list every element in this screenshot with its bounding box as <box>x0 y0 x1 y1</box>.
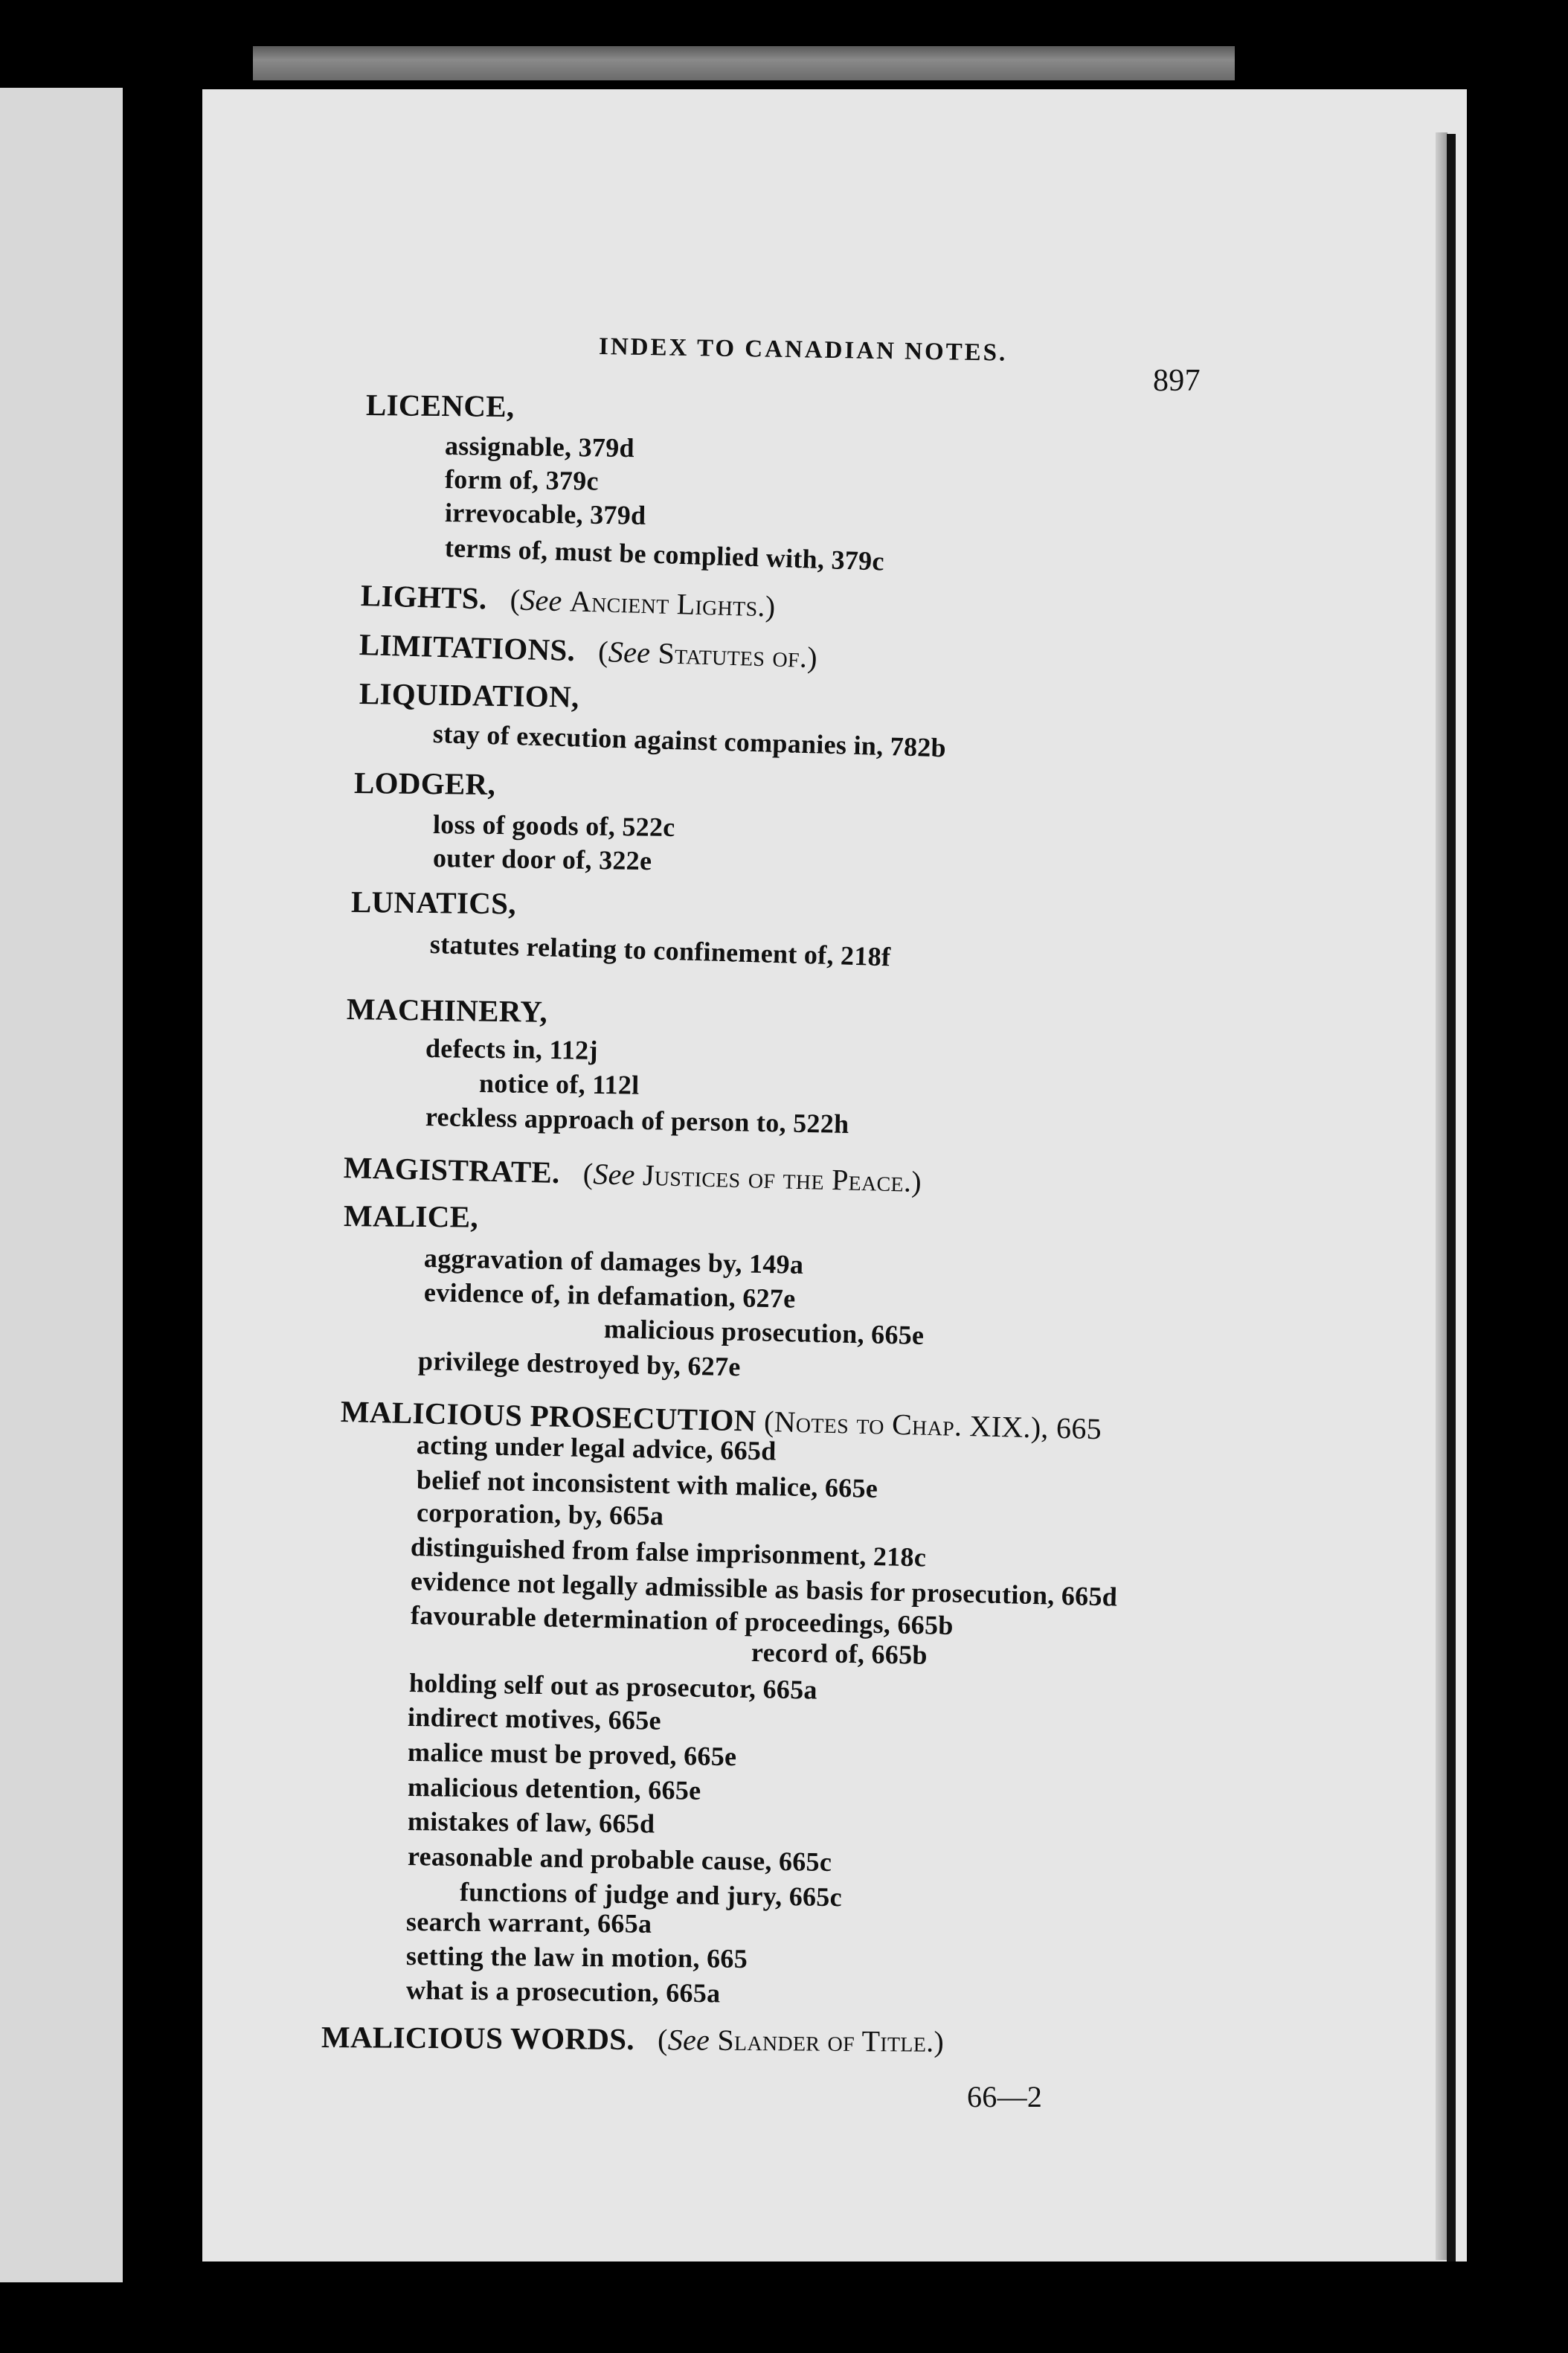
index-subentry: distinguished from false imprisonment, 218c <box>410 1532 927 1573</box>
page-binding-edge <box>1447 134 1456 2261</box>
index-subentry: acting under legal advice, 665d <box>416 1430 777 1466</box>
index-subentry: stay of execution against companies in, 782b <box>432 719 947 763</box>
index-subentry: malicious detention, 665e <box>407 1772 701 1805</box>
index-subentry: loss of goods of, 522c <box>432 809 675 842</box>
see-reference-label: See <box>667 2023 710 2057</box>
index-subentry: belief not inconsistent with malice, 665e <box>416 1465 878 1503</box>
index-subentry: outer door of, 322e <box>432 843 652 876</box>
index-subentry: irrevocable, 379d <box>444 498 646 530</box>
index-entry-lodger: LODGER, <box>353 765 496 801</box>
index-entry-licence: LICENCE, <box>365 388 515 424</box>
index-subentry: record of, 665b <box>751 1637 928 1670</box>
index-subentry: form of, 379c <box>444 464 600 496</box>
page-edge-shadow <box>1436 132 1447 2260</box>
index-subentry: functions of judge and jury, 665c <box>459 1877 843 1913</box>
index-entry-malicious-words: MALICIOUS WORDS. (See Slander of Title.) <box>321 2020 945 2058</box>
signature-mark: 66—2 <box>967 2080 1043 2113</box>
see-reference-label: See <box>519 582 563 618</box>
cross-reference: Statutes of.) <box>658 636 818 675</box>
cross-reference: Justices of the Peace.) <box>642 1158 922 1198</box>
entry-heading: LIMITATIONS. <box>359 627 576 668</box>
see-reference-label: See <box>608 635 651 670</box>
index-subentry: defects in, 112j <box>425 1033 599 1065</box>
index-subentry: privilege destroyed by, 627e <box>417 1346 742 1382</box>
index-subentry: indirect motives, 665e <box>407 1702 662 1736</box>
index-entry-lights: LIGHTS. (See Ancient Lights.) <box>360 578 777 623</box>
index-subentry: statutes relating to confinement of, 218f <box>429 929 891 972</box>
facing-page-edge <box>0 88 123 2282</box>
cross-reference: (Notes to Chap. XIX.), 665 <box>763 1404 1102 1446</box>
index-subentry: holding self out as prosecutor, 665a <box>408 1668 818 1705</box>
index-subentry: malice must be proved, 665e <box>407 1737 737 1772</box>
index-subentry: reckless approach of person to, 522h <box>425 1102 849 1139</box>
cross-reference: Slander of Title.) <box>717 2023 945 2058</box>
index-entry-limitations: LIMITATIONS. (See Statutes of.) <box>359 627 818 675</box>
index-subentry: aggravation of damages by, 149a <box>423 1243 804 1280</box>
index-entry-machinery: MACHINERY, <box>346 992 548 1029</box>
running-head: INDEX TO CANADIAN NOTES. <box>598 333 1008 367</box>
index-subentry: favourable determination of proceedings, 665b <box>410 1600 954 1641</box>
index-entry-lunatics: LUNATICS, <box>350 885 517 921</box>
index-entry-malice: MALICE, <box>343 1198 479 1234</box>
index-subentry: terms of, must be complied with, 379c <box>444 533 885 577</box>
index-subentry: search warrant, 665a <box>405 1907 652 1939</box>
entry-heading: MALICIOUS PROSECUTION <box>340 1394 757 1438</box>
index-subentry: setting the law in motion, 665 <box>405 1941 748 1974</box>
index-entry-liquidation: LIQUIDATION, <box>359 676 579 714</box>
index-subentry: mistakes of law, 665d <box>407 1806 655 1839</box>
index-subentry: evidence of, in defamation, 627e <box>423 1277 796 1314</box>
index-subentry: evidence not legally admissible as basis for prosecution, 665d <box>410 1566 1118 1612</box>
cross-reference: Ancient Lights.) <box>569 584 777 623</box>
entry-heading: MALICIOUS WORDS. <box>321 2020 635 2056</box>
index-subentry: reasonable and probable cause, 665c <box>407 1841 832 1877</box>
index-entry-magistrate: MAGISTRATE. (See Justices of the Peace.) <box>343 1150 922 1198</box>
entry-heading: LIGHTS. <box>360 578 488 616</box>
index-subentry: corporation, by, 665a <box>416 1497 664 1531</box>
page-number: 897 <box>1153 364 1201 398</box>
index-subentry: notice of, 112l <box>478 1068 640 1100</box>
index-subentry: malicious prosecution, 665e <box>603 1314 925 1351</box>
index-subentry: assignable, 379d <box>444 431 635 463</box>
see-reference-label: See <box>592 1157 636 1192</box>
index-subentry: what is a prosecution, 665a <box>405 1975 721 2009</box>
book-top-edge <box>253 46 1235 80</box>
entry-heading: MAGISTRATE. <box>343 1150 561 1190</box>
